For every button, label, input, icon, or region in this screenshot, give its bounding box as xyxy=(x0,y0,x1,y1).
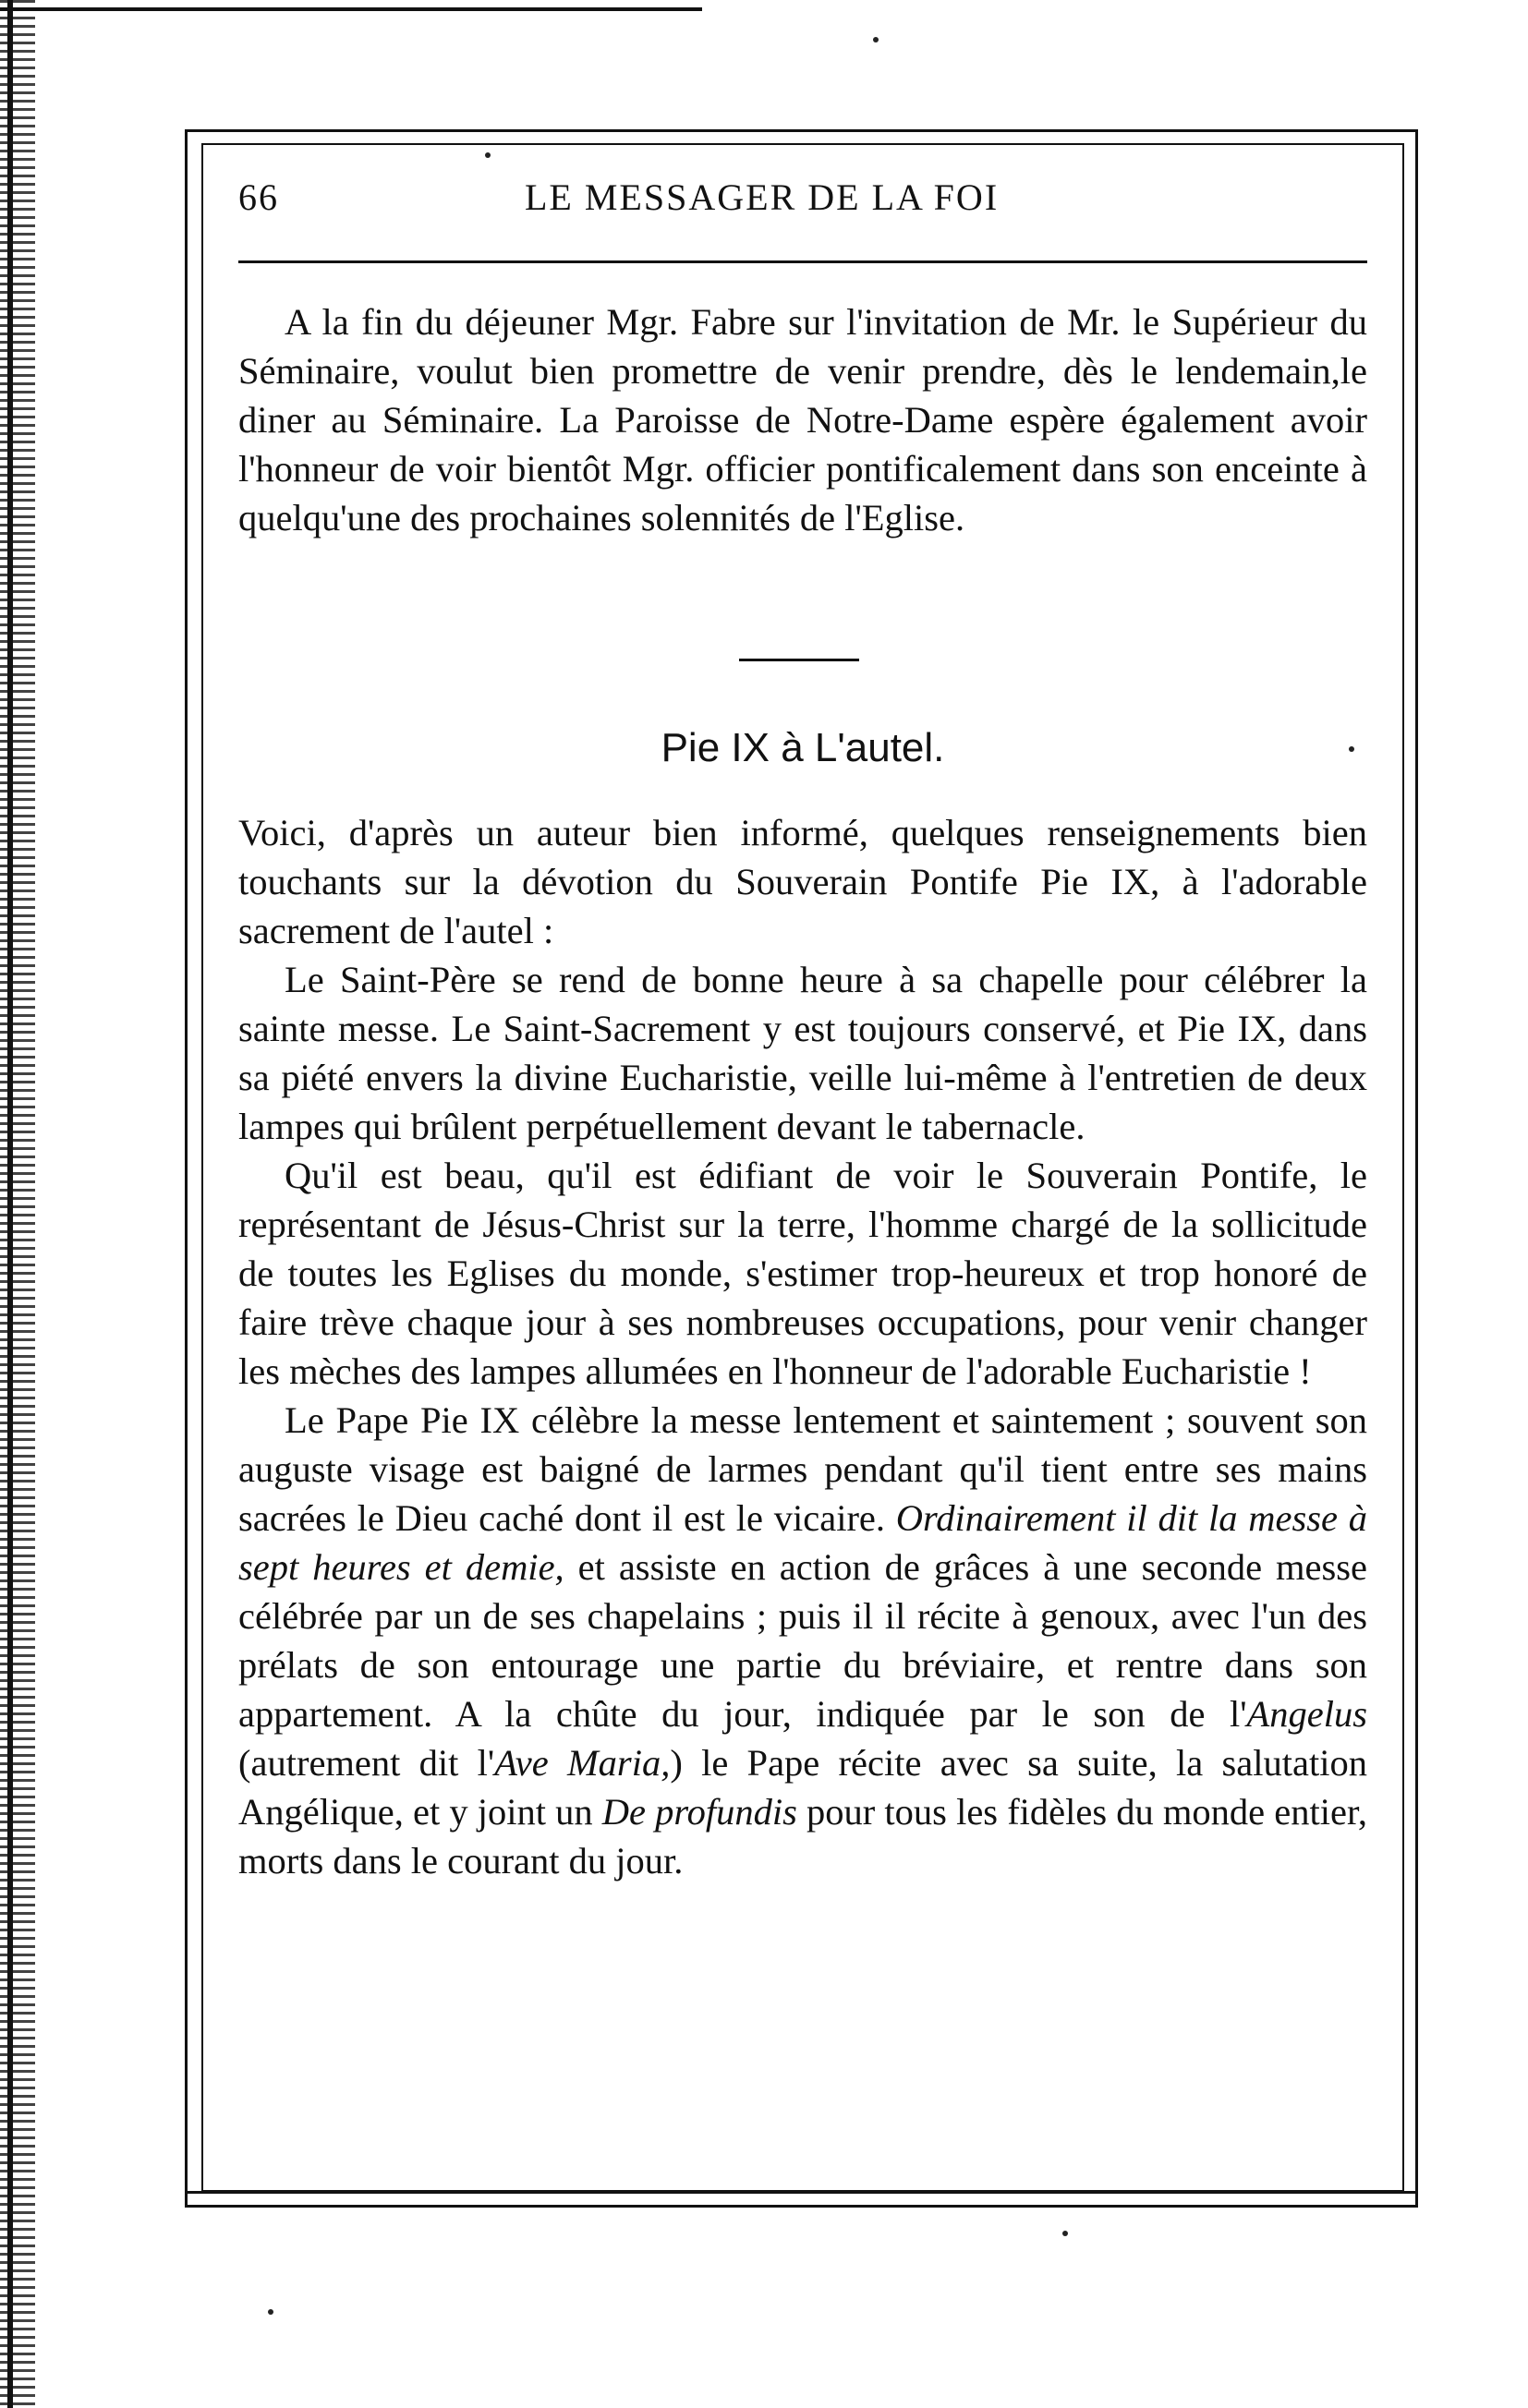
italic-text: De profundis xyxy=(601,1791,797,1833)
section-title: Pie IX à L'autel. xyxy=(661,725,945,770)
text-run: Le Pape Pie IX célèbre la messe lentement et saintement ; souvent son auguste visage est baigné de larmes pendant qu'il tient entre ses mains sacrées le Dieu caché dont il est le vicaire. xyxy=(238,1399,1367,1539)
top-edge-rule xyxy=(0,7,702,11)
running-title: LE MESSAGER DE LA FOI xyxy=(525,176,1000,218)
running-head xyxy=(238,166,1367,231)
ink-speck xyxy=(1349,746,1354,752)
page-number: 66 xyxy=(238,176,279,218)
binding-shadow xyxy=(7,0,13,2408)
header-rule xyxy=(238,260,1367,263)
italic-text: Ave Maria, xyxy=(494,1742,671,1784)
article-continuation xyxy=(238,297,1367,542)
text-run: et assiste en action de grâces à une seconde messe célébrée par un de ses chapelains ; puis il il récite à genoux, avec l'un des prélats de son entourage une partie du bréviaire, et rentre dans son appartement. A la chûte du jour, indiquée par le son de l' xyxy=(238,1546,1368,1735)
paragraph: Qu'il est beau, qu'il est édifiant de voir le Souverain Pontife, le représentant de Jésus-Christ sur la terre, l'homme chargé de la sollicitude de toutes les Eglises du monde, s'estimer trop-heureux et trop honoré de faire trève chaque jour à ses nombreuses occupations, pour venir changer les mèches des lampes allumées en l'honneur de l'adorable Eucharistie ! xyxy=(238,1155,1367,1392)
paragraph: A la fin du déjeuner Mgr. Fabre sur l'invitation de Mr. le Supérieur du Séminaire, voulut bien promettre de venir prendre, dès le lendemain,le diner au Séminaire. La Paroisse de Notre-Dame espère également avoir l'honneur de voir bientôt Mgr. officier pontificalement dans son enceinte à quelqu'une des prochaines solennités de l'Eglise. xyxy=(238,301,1367,538)
ink-speck xyxy=(485,152,491,158)
italic-text: Ordinairement il dit la messe à sept heures et demie, xyxy=(238,1497,1367,1588)
binding-edge xyxy=(0,0,35,2408)
text-run: ) le Pape récite avec sa suite, la salutation Angélique, et y joint un xyxy=(238,1742,1367,1833)
ink-speck xyxy=(1062,2231,1068,2236)
paragraph: Voici, d'après un auteur bien informé, quelques renseignements bien touchants sur la dévotion du Souverain Pontife Pie IX, à l'adorable sacrement de l'autel : xyxy=(238,812,1367,951)
ink-speck xyxy=(873,37,879,42)
ink-speck xyxy=(268,2309,273,2315)
paragraph: Le Saint-Père se rend de bonne heure à sa chapelle pour célébrer la sainte messe. Le Saint-Sacrement y est toujours conservé, et Pie IX, dans sa piété envers la divine Eucharistie, veille lui-même à l'entretien de deux lampes qui brûlent perpétuellement devant le tabernacle. xyxy=(238,959,1367,1147)
frame-bottom-rule xyxy=(185,2191,1418,2194)
paragraph xyxy=(238,1396,1367,1885)
article-body xyxy=(238,808,1367,1885)
italic-text: Angelus xyxy=(1246,1693,1367,1735)
section-divider xyxy=(739,659,859,661)
text-run: (autrement dit l' xyxy=(238,1742,495,1784)
text-run: pour tous les fidèles du monde entier, morts dans le courant du jour. xyxy=(238,1791,1367,1882)
